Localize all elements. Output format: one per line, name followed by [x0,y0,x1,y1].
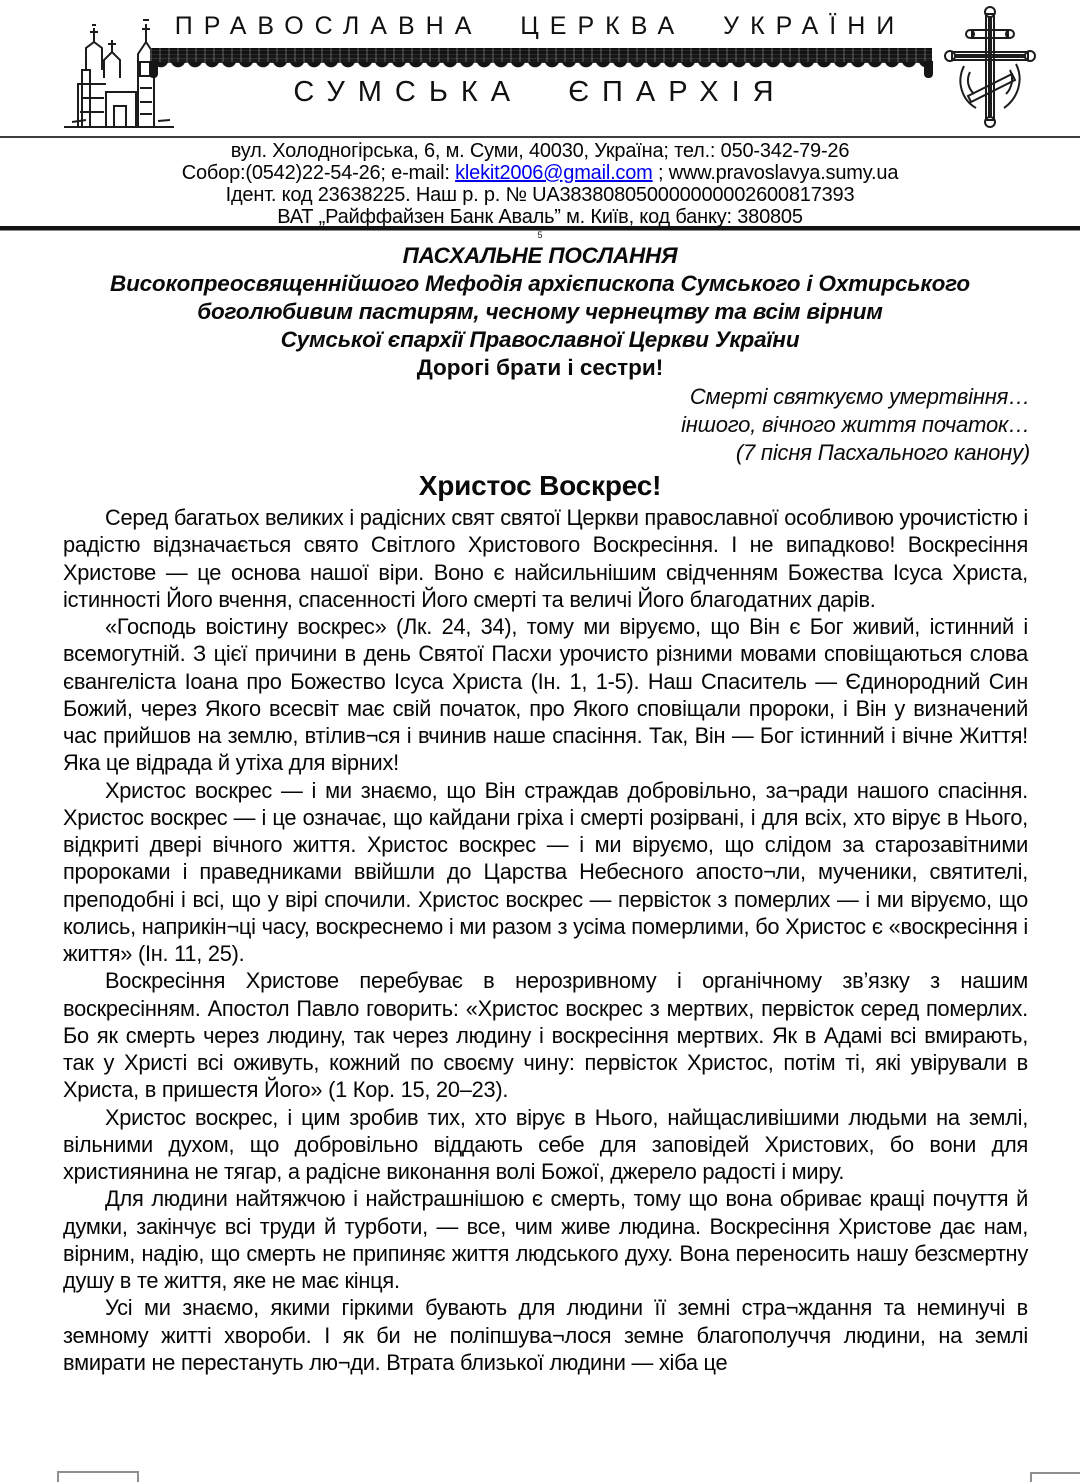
ornamental-divider [150,48,932,63]
epistle-title-block [0,242,1080,354]
divider-tassel-right [924,61,933,78]
contact-bank-line: ВАТ „Райффайзен Банк Аваль” м. Київ, код банку: 380805 [277,206,803,228]
eparchy-name: СУМСЬКА ЄПАРХІЯ [293,76,787,108]
paragraph: Христос воскрес — і ми знаємо, що Він страждав добровільно, за¬ради нашого спасіння. Христос воскрес — і це означає, що кайдани гріха і смерті розірвані, і для всіх, хто вірує в Нього, відкриті двері вічного життя. Христос воскрес — і ми віруємо, що слідом за старозавітними пророками і праведниками ввійшли до Царства Небесного апосто¬ли, мученики, святителі, преподобні і всі, що у вірі спочили. Христос воскрес — первісток з померлих — і ми віруємо, що колись, наприкін¬ці часу, воскреснемо і ми разом з усіма померлими, бо Христос є «воскресіння і життя» (Ін. 11, 25). [63,777,1028,966]
paragraph: Христос воскрес, і цим зробив тих, хто вірує в Нього, найщасливішими людьми на землі, вільними духом, що добровільно віддають себе для заповідей Христових, бо вони для християнина не тягар, а радісне виконання волі Божої, джерело радості і миру. [63,1104,1028,1184]
org-name: ПРАВОСЛАВНА ЦЕРКВА УКРАЇНИ [174,12,906,40]
epigraph [0,383,1080,467]
paragraph: Серед багатьох великих і радісних свят святої Церкви православної особливою урочистістю і радістю відзначається свято Світлого Христового Воскресіння. І не випадково! Воскресіння Христове — це основа нашої віри. Воно є найсильнішим свідченням Божества Ісуса Христа, істинності Його вчення, спасенності Його смерті та величі Його благодатних дарів. [63,505,1028,612]
epigraph-line-1: Смерті святкуємо умертвіння… [689,384,1030,409]
contact-address-line: вул. Холодногірська, 6, м. Суми, 40030, Україна; тел.: 050-342-79-26 [230,140,850,162]
paragraph: Воскресіння Христове перебуває в нерозривному і органічному зв’язку з нашим воскресінням. Апостол Павло говорить: «Христос воскрес з мертвих, первісток серед померлих. Бо як смерть через людину, так через людину і воскресіння мертвих. Як в Адамі всі вмирають, так у Христі всі оживуть, кожний по своєму чину: первісток Христос, потім ті, які увірували в Христа, в пришестя Його» (1 Кор. 15, 20–23). [63,968,1028,1103]
salutation: Дорогі брати і сестри! [416,355,664,380]
divider-tassel-left [149,61,158,78]
cropped-frame-fragment-right [1030,1472,1080,1482]
epigraph-line-2: іншого, вічного життя початок… [681,412,1030,437]
paragraph: Для людини найтяжчою і найстрашнішою є смерть, тому що вона обриває кращі почуття й думки, закінчує всі труди й турботи, — все, чим живе людина. Воскресіння Христове дає нам, вірним, надію, що смерть не припиняє життя людського духу. Вона переносить нашу безсмертну душу в те життя, яке не має кінця. [63,1186,1028,1293]
cropped-frame-fragment-left [57,1471,139,1482]
paragraph: Усі ми знаємо, якими гіркими бувають для людини її земні стра¬ждання та неминучі в земному житті хвороби. І як би не поліпшува¬лося земне благополуччя людини, на землі вмирати не перестануть лю¬ди. Втрата близької людини — хіба це [63,1295,1028,1375]
orthodox-cross-icon [936,4,1044,130]
contact-phone-label: Собор:(0542)22-54-26; e-mail: [181,162,456,184]
epigraph-line-3: (7 пісня Пасхального канону) [735,440,1030,465]
main-heading: Христос Воскрес! [418,470,662,501]
contact-cathedral-line [0,162,1080,184]
paragraph: «Господь воістину воскрес» (Лк. 24, 34), тому ми віруємо, що Він є Бог живий, істинний і всемогутній. З цієї причини в день Святої Пасхи урочисто різними мовами сповіщаються слова євангеліста Іоана про Божество Ісуса Христа (Ін. 1, 1-5). Наш Спаситель — Єдинородний Син Божий, через Якого всесвіт має свій початок, про Якого сповіщали пророки, і Він у визначений час прийшов на землю, втілив¬ся і вчинив наше спасіння. Так, Він — Бог істинний і вічне Життя! Яка це відрада й утіха для вірних! [63,614,1028,776]
epistle-subtitle-3: Сумської єпархії Православної Церкви України [280,327,800,352]
email-link[interactable]: klekit2006@gmail.com [455,162,653,184]
contact-website: ; www.pravoslavya.sumy.ua [652,162,899,184]
epistle-subtitle-1: Високопреосвященнійшого Мефодія архієпископа Сумського і Охтирського [110,271,970,296]
letterhead [0,0,1080,136]
epistle-body [0,502,1080,1376]
footnote-mark: 5 [537,230,543,240]
epistle-title: ПАСХАЛЬНЕ ПОСЛАННЯ [402,243,678,268]
contact-ident-line: Ідент. код 23638225. Наш р. р. № UA383808050000000002600817393 [225,184,855,206]
contact-block [0,138,1080,226]
epistle-subtitle-2: боголюбивим пастирям, чесному чернецтву та всім вірним [197,299,883,324]
